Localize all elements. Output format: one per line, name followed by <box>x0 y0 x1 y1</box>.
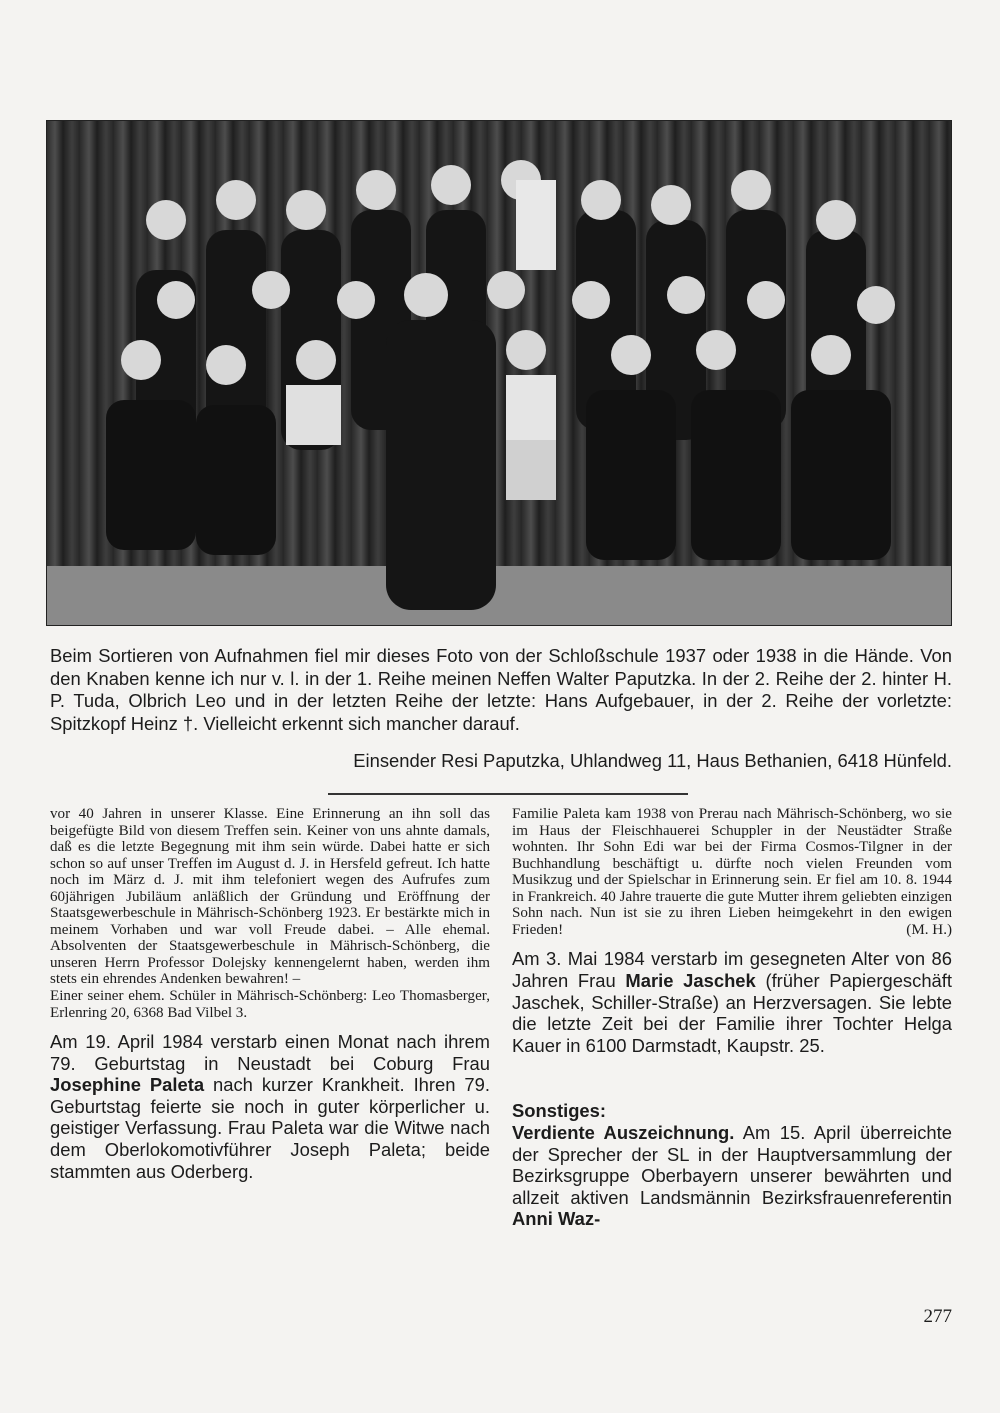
obituary-paleta-intro: Am 19. April 1984 verstarb einen Monat nach ihrem 79. Geburtstag in Neustadt bei Coburg Frau <box>50 1031 490 1074</box>
obituary-paleta-body: nach kurzer Krankheit. Ihren 79. Geburtstag feierte sie noch in guter körperlicher u. geistiger Verfassung. Frau Paleta war die Witwe nach dem Oberlokomotivführer Joseph Paleta; beide stammten aus Oderberg. <box>50 1074 490 1182</box>
award-paragraph <box>512 1122 952 1230</box>
award-name: Anni Waz- <box>512 1208 601 1230</box>
award-text: Am 15. April überreichte der Sprecher der SL in der Hauptversammlung der Bezirksgruppe Oberbayern unserer bewährten und allzeit aktiven Landsmännin Bezirksfrauenreferentin <box>512 1121 952 1208</box>
photo-caption: Beim Sortieren von Aufnahmen fiel mir dieses Foto von der Schloßschule 1937 oder 1938 in die Hände. Von den Knaben kenne ich nur v. l. in der 1. Reihe meinen Neffen Walter Paputzka. In der 2. Reihe der 2. hinter H. P. Tuda, Olbrich Leo und in der letzten Reihe der letzte: Hans Aufgebauer, in der 2. Reihe der vorletzte: Spitzkopf Heinz †. Vielleicht erkennt sich mancher darauf. <box>50 645 952 734</box>
caption-sender: Einsender Resi Paputzka, Uhlandweg 11, Haus Bethanien, 6418 Hünfeld. <box>353 750 952 771</box>
paleta-family-text <box>512 806 952 938</box>
page-number: 277 <box>923 1306 952 1327</box>
obituary-jaschek-body: (früher Papiergeschäft Jaschek, Schiller-Straße) an Herzversagen. Sie lebte die letzte Zeit bei der Familie ihrer Tochter Helga Kauer in 6100 Darmstadt, Kaupstr. 25. <box>512 969 952 1056</box>
award-title: Verdiente Auszeichnung. <box>512 1121 735 1143</box>
obituary-dolejsky-signature: Einer seiner ehem. Schüler in Mährisch-Schönberg: Leo Thomasberger, Erlenring 20, 6368 Bad Vilbel 3. <box>50 988 490 1021</box>
left-column <box>50 806 490 1182</box>
obituary-paleta-name: Josephine Paleta <box>50 1074 205 1096</box>
paleta-family-body: Familie Paleta kam 1938 von Prerau nach Mährisch-Schönberg, wo sie im Haus der Fleischhauerei Schuppler in der Neustädter Straße wohnten. Ihr Sohn Edi war bei der Firma Cosmos-Tilgner in der Buchhandlung beschäftigt u. dürfte noch vielen Freunden vom Musikzug und der Spielschar in Erinnerung sein. Er fiel am 10. 8. 1944 in Frankreich. 40 Jahre trauerte die gute Mutter ihrem geliebten einzigen Sohn nach. Nun ist sie zu ihren Lieben heimgekehrt in den ewigen Frieden! <box>512 806 952 938</box>
paleta-family-signature: (M. H.) <box>906 921 952 938</box>
obituary-jaschek-intro: Am 3. Mai 1984 verstarb im gesegneten Alter von 86 Jahren Frau <box>512 948 952 991</box>
obituary-jaschek-name: Marie Jaschek <box>625 969 756 991</box>
right-column <box>512 806 952 1230</box>
obituary-jaschek <box>512 948 952 1056</box>
obituary-dolejsky-text: vor 40 Jahren in unserer Klasse. Eine Erinnerung an ihn soll das beigefügte Bild von diesem Treffen sein. Keiner von uns ahnte damals, daß es die letzte Begegnung mit ihm sein würde. Dabei hatte er sich schon so auf unser Treffen im August d. J. in Hersfeld gefreut. Ich hatte noch im März d. J. mit ihm telefoniert wegen des Aufrufes zum 60jährigen Jubiläum anläßlich der Gründung und Eröffnung der Staatsgewerbeschule in Mährisch-Schönberg 1923. Er bestärkte mich in meinem Vorhaben und war voll Freude dabei. – Alle ehemal. Absolventen der Staatsgewerbeschule in Mährisch-Schönberg, die unseren Herrn Professor Dolejsky kennengelernt haben, werden ihm stets ein ehrendes Andenken bewahren! – <box>50 806 490 988</box>
group-photo <box>46 120 952 626</box>
obituary-paleta <box>50 1031 490 1182</box>
group-photo-icon <box>46 120 952 626</box>
divider <box>328 793 688 795</box>
section-heading-sonstiges: Sonstiges: <box>512 1100 607 1122</box>
